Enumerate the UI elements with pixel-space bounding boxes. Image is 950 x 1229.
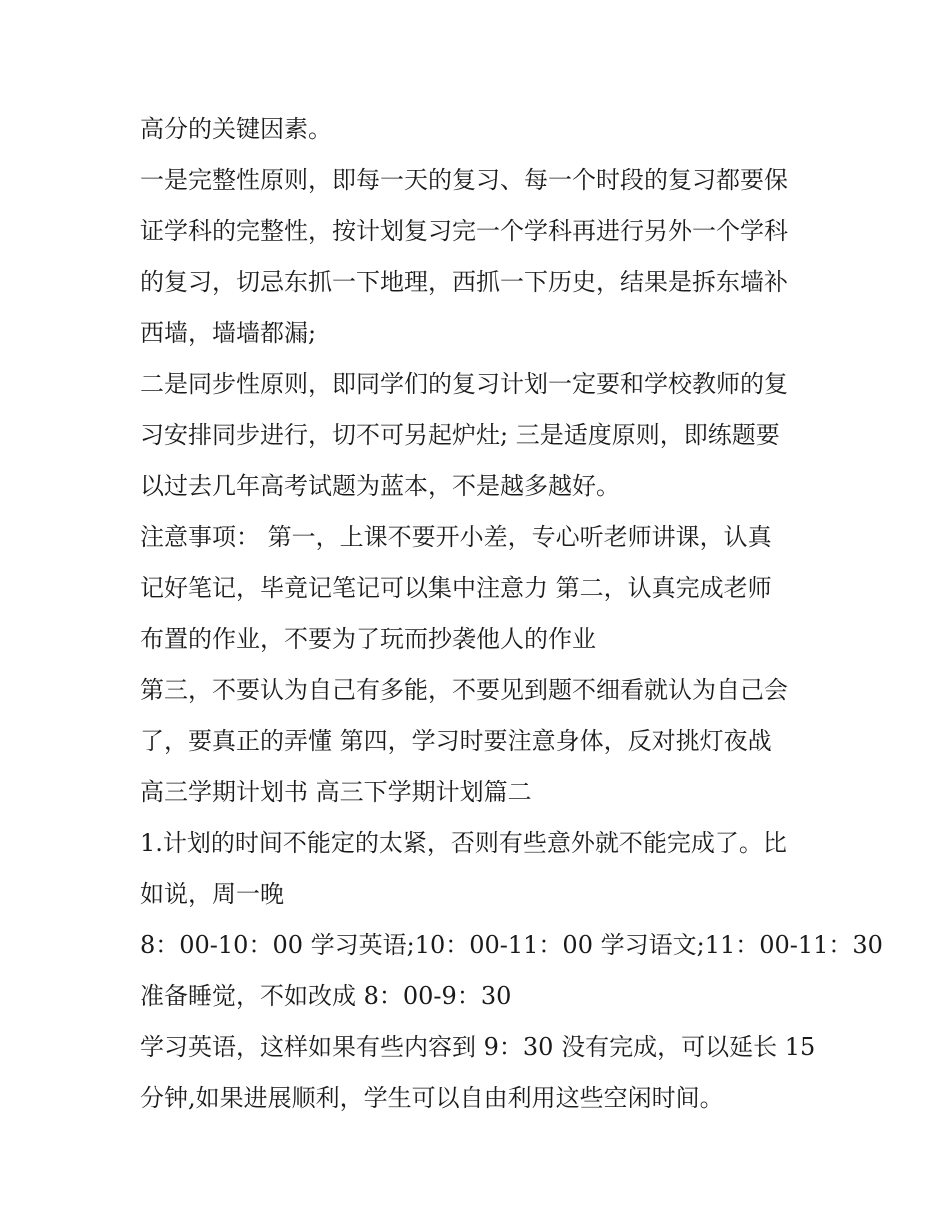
text-line-12: 第三，不要认为自己有多能，不要见到题不细看就认为自己会 — [140, 676, 788, 704]
text-line-16: 如说，周一晚 — [140, 880, 284, 908]
text-line-14: 高三学期计划书 高三下学期计划篇二 — [140, 778, 532, 806]
text-line-13: 了，要真正的弄懂 第四，学习时要注意身体，反对挑灯夜战 — [140, 727, 772, 755]
text-line-19: 学习英语，这样如果有些内容到 9：30 没有完成，可以延长 15 — [140, 1033, 816, 1061]
text-line-3: 证学科的完整性，按计划复习完一个学科再进行另外一个学科 — [140, 217, 788, 245]
text-line-15: 1.计划的时间不能定的太紧，否则有些意外就不能完成了。比 — [140, 829, 787, 857]
text-line-5: 西墙，墙墙都漏; — [140, 319, 317, 347]
text-line-10: 记好笔记，毕竟记笔记可以集中注意力 第二，认真完成老师 — [140, 574, 772, 602]
text-line-1: 高分的关键因素。 — [140, 115, 332, 143]
text-line-20: 分钟,如果进展顺利，学生可以自由利用这些空闲时间。 — [140, 1084, 724, 1112]
text-line-6: 二是同步性原则，即同学们的复习计划一定要和学校教师的复 — [140, 370, 788, 398]
text-line-7: 习安排同步进行，切不可另起炉灶; 三是适度原则，即练题要 — [140, 421, 780, 449]
text-line-11: 布置的作业，不要为了玩而抄袭他人的作业 — [140, 625, 596, 653]
text-line-18: 准备睡觉，不如改成 8：00-9：30 — [140, 982, 512, 1010]
text-line-8: 以过去几年高考试题为蓝本，不是越多越好。 — [140, 472, 620, 500]
text-line-2: 一是完整性原则，即每一天的复习、每一个时段的复习都要保 — [140, 166, 788, 194]
text-line-9: 注意事项： 第一，上课不要开小差，专心听老师讲课，认真 — [140, 523, 772, 551]
text-line-4: 的复习，切忌东抓一下地理，西抓一下历史，结果是拆东墙补 — [140, 268, 788, 296]
text-line-17: 8：00-10：00 学习英语;10：00-11：00 学习语文;11：00-11：30 — [140, 931, 883, 959]
document-body — [140, 104, 883, 1124]
